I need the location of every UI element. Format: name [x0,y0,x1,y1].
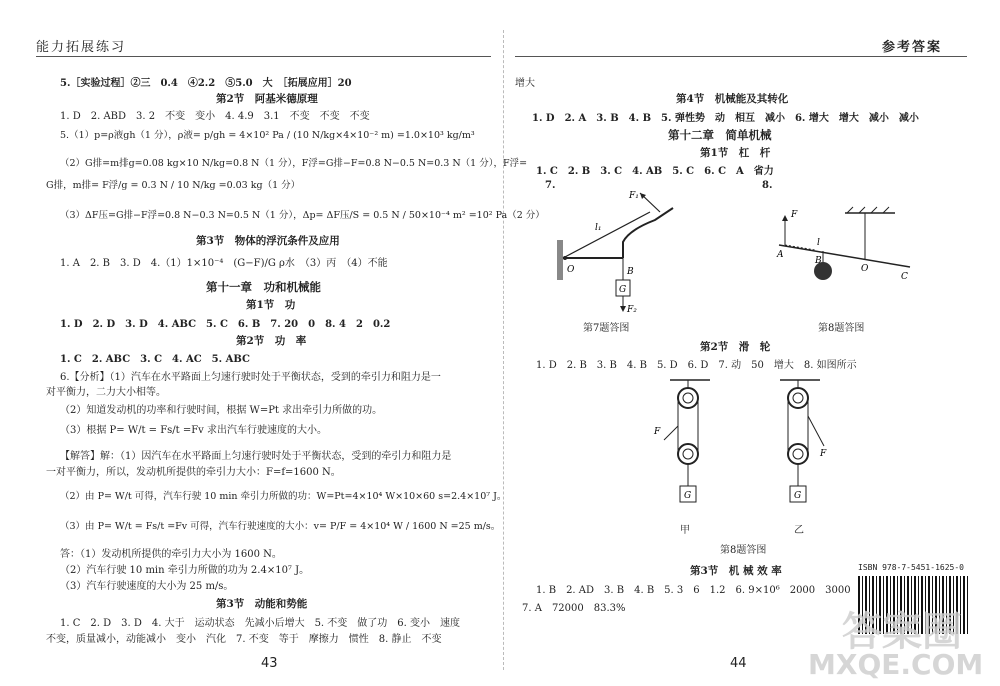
section-title: 第2节 功 率 [236,335,307,347]
right-line: 1. C 2. B 3. C 4. AB 5. C 6. C A 省力 [536,166,774,177]
right-line: 1. D 2. A 3. B 4. B 5. 弹性势 动 相互 减小 6. 增大 增大 减小 减小 [532,113,919,124]
pulley-label-jia: 甲 [680,525,690,536]
section-title: 第4节 机械能及其转化 [676,93,789,105]
left-line: 1. D 2. ABD 3. 2 不变 变小 4. 4.9 3.1 不变 不变 不变 [60,111,370,122]
left-line: （3）由 P= W/t = Fs/t =Fv 可得，汽车行驶速度的大小：v= P/F = 4×10⁴ W / 1600 N =25 m/s。 [60,521,501,532]
left-line: G排，m排= F浮/g = 0.3 N / 10 N/kg =0.03 kg（1 分） [46,180,301,191]
pulley-diagram [650,376,840,516]
label-f-yi: F [820,449,827,459]
label-f1: F₁ [629,191,639,201]
label-l1: l₁ [595,223,602,233]
label-l: l [817,238,820,248]
left-line: 答：（1）发动机所提供的牵引力大小为 1600 N。 [60,549,282,560]
pulley-moving [788,444,808,464]
pulley-moving-inner [793,449,803,459]
label-g-yi: G [794,491,802,501]
page-number-left: 43 [261,656,278,671]
lever-bar [779,245,910,267]
left-line: 【解答】解：（1）因汽车在水平路面上匀速行驶时处于平衡状态，受到的牵引力和阻力是 [60,451,452,462]
left-line: 6.【分析】（1）汽车在水平路面上匀速行驶时处于平衡状态，受到的牵引力和阻力是一 [60,372,441,383]
q8-label: 8. [762,180,773,191]
left-line: （2）G排=m排g=0.08 kg×10 N/kg=0.8 N（1 分），F浮=G排−F=0.8 N−0.5 N=0.3 N（1 分），F浮= [60,158,528,169]
left-line: 1. A 2. B 3. D 4.（1）1×10⁻⁴ (G−F)/G ρ水 （3）丙 （4）不能 [60,258,388,269]
left-line: （2）汽车行驶 10 min 牵引力所做的功为 2.4×10⁷ J。 [60,565,310,576]
chapter-title: 第十一章 功和机械能 [206,280,321,294]
q7-label: 7. [545,180,556,191]
left-line: （3）ΔF压=G排−F浮=0.8 N−0.3 N=0.5 N（1 分），Δp= ΔF压/S = 0.5 N / 50×10⁻⁴ m² =10² Pa（2 分） [60,210,545,221]
label-c: C [901,272,908,282]
right-line: 增大 [515,78,535,89]
pulley-fixed [788,388,808,408]
watermark-logo: 答案圈 [842,609,962,655]
left-line: 对平衡力，二力大小相等。 [46,387,166,398]
pulley-moving-inner [683,449,693,459]
label-o: O [861,264,869,274]
right-line: 1. D 2. B 3. B 4. B 5. D 6. D 7. 动 50 增大 8. 如图所示 [536,360,857,371]
hatch [847,207,853,213]
right-line: 7. A 72000 83.3% [522,603,626,614]
hatch [883,207,889,213]
chapter-title: 第十二章 简单机械 [668,128,772,142]
pulley-label-yi: 乙 [794,525,804,536]
section-title: 第1节 功 [246,299,296,311]
section-title: 第3节 动能和势能 [216,598,308,610]
label-a: A [777,250,784,260]
left-line: 不变，质量减小，动能减小 变小 汽化 7. 不变 等于 摩擦力 惯性 8. 静止 不变 [46,634,442,645]
right-line: 1. B 2. AD 3. B 4. B 5. 3 6 1.2 6. 9×10⁶ 2000 3000 [536,585,851,596]
left-header-rule [36,56,491,57]
force-f-head [782,215,788,221]
label-f2: F₂ [627,305,637,315]
fig7-caption: 第7题答图 [583,323,630,334]
left-line: 1. C 2. D 3. D 4. 大于 运动状态 先减小后增大 5. 不变 做了功 6. 变小 速度 [60,618,461,629]
left-line: 1. C 2. ABC 3. C 4. AC 5. ABC [60,354,250,365]
hatch [859,207,865,213]
lever-arm-l1 [563,212,650,258]
wall [557,240,563,280]
pivot-o [563,256,567,260]
left-line: （2）知道发动机的功率和行驶时间，根据 W=Pt 求出牵引力所做的功。 [60,405,383,416]
page-divider [503,30,504,670]
watermark-url: MXQE.COM [808,648,984,681]
left-line: 1. D 2. D 3. D 4. ABC 5. C 6. B 7. 20 0 8. 4 2 0.2 [60,319,391,330]
pulley-caption: 第8题答图 [720,545,767,556]
isbn-text: ISBN 978-7-5451-1625-0 [858,563,964,572]
section-title: 第2节 阿基米德原理 [216,93,318,105]
left-line: 5.［实验过程］②三 0.4 ④2.2 ⑤5.0 大 ［拓展应用］20 [60,78,352,89]
pulley-fixed-inner [793,393,803,403]
fig8-caption: 第8题答图 [818,323,865,334]
right-header-rule [515,56,967,57]
fig8-lever-diagram [775,205,925,295]
label-o: O [567,265,575,275]
right-header: 参考答案 [882,40,943,55]
left-line: 5.（1）p=ρ液gh（1 分），ρ液= p/gh = 4×10² Pa / (10 N/kg×4×10⁻² m) =1.0×10³ kg/m³ [60,130,475,141]
label-g-jia: G [684,491,692,501]
pulley-fixed [678,388,698,408]
lever-hook [623,208,673,258]
pulley-moving [678,444,698,464]
left-header: 能力拓展练习 [36,40,127,55]
left-line: （3）汽车行驶速度的大小为 25 m/s。 [60,581,234,592]
label-f: F [791,210,798,220]
label-b: B [627,267,634,277]
section-title: 第2节 滑 轮 [700,341,771,353]
section-title: 第3节 机 械 效 率 [690,565,782,577]
left-line: （2）由 P= W/t 可得，汽车行驶 10 min 牵引力所做的功：W=Pt=4×10⁴ W×10×60 s=2.4×10⁷ J。 [60,491,507,502]
page-number-right: 44 [730,656,747,671]
label-f-jia: F [654,427,661,437]
label-g: G [619,285,627,295]
left-line: 一对平衡力，所以，发动机所提供的牵引力大小：F=f=1600 N。 [46,467,341,478]
section-title: 第1节 杠 杆 [700,147,771,159]
label-b: B [815,256,822,266]
force-f2-head [620,306,626,312]
force-f-arrow [664,426,678,440]
hatch [871,207,877,213]
force-f-arrow [808,416,824,446]
left-line: （3）根据 P= W/t = Fs/t =Fv 求出汽车行驶速度的大小。 [60,425,328,436]
pulley-fixed-inner [683,393,693,403]
section-title: 第3节 物体的浮沉条件及应用 [196,235,340,247]
fig7-lever-diagram [555,190,675,315]
